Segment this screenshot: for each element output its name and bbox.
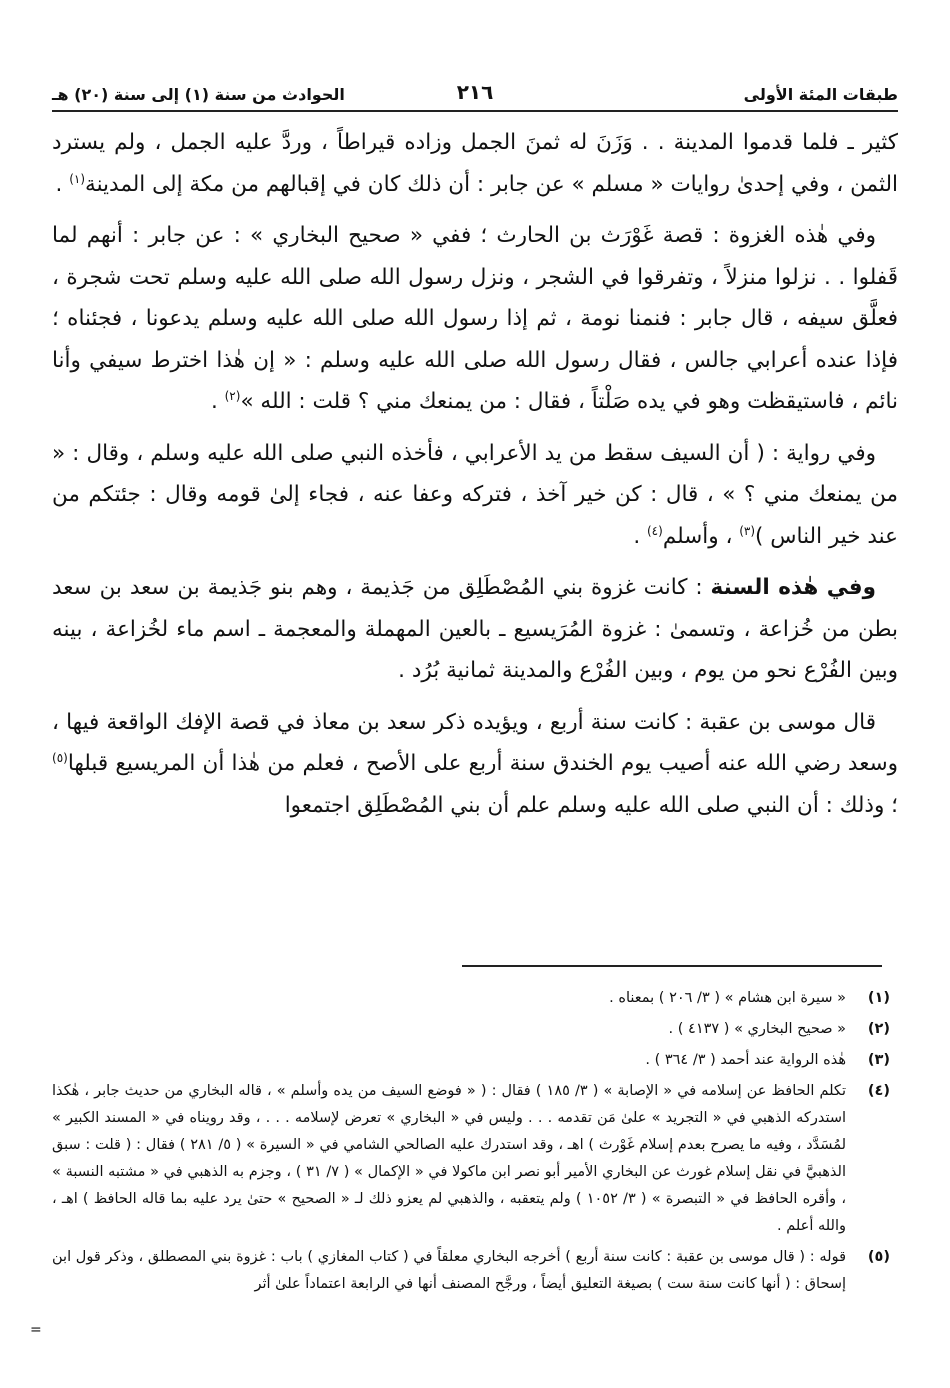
paragraph [52,122,898,205]
paragraph-text: وفي رواية : ( أن السيف سقط من يد الأعرابي ، فأخذه النبي صلى الله عليه وسلم ، وقال : « من يمنعك مني ؟ » ، قال : كن خير آخذ ، فتركه وعفا عنه ، فجاء إلىٰ قومه وقال : جئتكم من عند خير الناس ) [52,440,898,549]
footnote-text: تكلم الحافظ عن إسلامه في « الإصابة » ( ٣/ ١٨٥ ) فقال : ( « فوضع السيف من يده وأسلم » ، قاله البخاري من حديث جابر ، هٰكذا استدركه الذهبي في « التجريد » علىٰ مَن تقدمه . . . وليس في « البخاري » تعرض لإسلامه . . . ، وقد رويناه في « المسند الكبير » لمُسَدَّد ، وفيه ما يصرح بعدم إسلام غَوْرث ) اهـ ، وقد استدرك عليه الصالحي الشامي في « السيرة » ( ٥/ ٢٨١ ) فقال : ( قلت : سبق الذهبيَّ في نقل إسلام غورث عن البخاري الأمير أبو نصر ابن ماكولا في « الإكمال » ( ٧/ ٣١ ) ، وجزم به الذهبي في « مشتبه النسبة » ، وأقره الحافظ في « التبصرة » ( ٣/ ١٠٥٢ ) ولم يتعقبه ، والذهبي لم يعزو ذلك لـ « الصحيح » حتىٰ يرد عليه بما قاله الحافظ ) اهـ ، والله أعلم . [52,1083,847,1234]
footnote [52,1047,898,1074]
footnote-number: (٥) [867,1249,890,1265]
footnote-number: (٢) [867,1021,890,1037]
paragraph-text: ، وأسلم [662,523,740,549]
footnote-number: (٣) [867,1052,890,1068]
footnote-text: « صحيح البخاري » ( ٤١٣٧ ) . [668,1021,846,1037]
paragraph-text: . [633,523,647,549]
paragraph [52,433,898,558]
page-number: ٢١٦ [456,80,494,104]
margin-mark: = [30,1322,42,1338]
running-header [52,76,898,112]
paragraph-text: وفي هٰذه الغزوة : قصة غَوْرَث بن الحارث ؛ ففي « صحيح البخاري » : عن جابر : أنهم لما قَفلوا . . نزلوا منزلاً ، وتفرقوا في الشجر ، ونزل رسول الله صلى الله عليه وسلم تحت شجرة ، فعلَّق سيفه ، قال جابر : فنمنا نومة ، ثم إذا رسول الله صلى الله عليه وسلم يدعونا ، فجئناه ؛ فإذا عنده أعرابي جالس ، فقال رسول الله صلى الله عليه وسلم : « إن هٰذا اخترط سيفي وأنا نائم ، فاستيقظت وهو في يده صَلْتاً ، فقال : من يمنعك مني ؟ قلت : الله » [52,223,898,414]
book-title: طبقات المئة الأولى [743,85,898,104]
footnote-ref[interactable]: (٥) [52,750,68,765]
paragraph-text: . [55,171,70,197]
footnote-ref[interactable]: (٣) [739,523,756,538]
footnote [52,1016,898,1043]
footnote-ref[interactable]: (٤) [646,523,663,538]
footnote [52,1244,898,1298]
paragraph [52,215,898,423]
footnote-number: (١) [867,990,890,1006]
footnotes [52,985,898,1302]
footnote-ref[interactable]: (٢) [224,388,241,403]
footnote-ref[interactable]: (١) [69,171,86,186]
paragraph-text: قال موسى بن عقبة : كانت سنة أربع ، ويؤيده ذكر سعد بن معاذ في قصة الإفك الواقعة فيها ، وسعد رضي الله عنه أصيب يوم الخندق سنة أربع على الأصح ، فعلم من هٰذا أن المريسيع قبلها [52,709,898,776]
paragraph-text: : كانت غزوة بني المُصْطَلِق من جَذيمة ، وهم بنو جَذيمة بن سعد بن سعد بطن من خُزاعة ، وتسمىٰ : غزوة المُرَيسيع ـ بالعين المهملة والمعجمة ـ اسم ماء لخُزاعة ، بينه وبين الفُرْع نحو من يوم ، وبين الفُرْع والمدينة ثمانية بُرُد . [52,575,898,683]
section-title: الحوادث من سنة (١) إلى سنة (٢٠) هـ [52,85,345,104]
paragraph [52,567,898,692]
footnote-number: (٤) [867,1083,890,1099]
footnote-separator [462,965,882,967]
section-lead: وفي هٰذه السنة [710,575,876,600]
paragraph [52,702,898,827]
paragraph-text: . [210,389,225,414]
footnote-text: قوله : ( قال موسى بن عقبة : كانت سنة أربع ) أخرجه البخاري معلقاً في ( كتاب المغازي ) باب : غزوة بني المصطلق ، وذكر قول ابن إسحاق : ( أنها كانت سنة ست ) بصيغة التعليق أيضاً ، ورجَّح المصنف أنها في الرابعة اعتماداً علىٰ أثر [52,1249,846,1292]
footnote-text: « سيرة ابن هشام » ( ٣/ ٢٠٦ ) بمعناه . [609,990,846,1006]
paragraph-text: ؛ وذلك : أن النبي صلى الله عليه وسلم علم أن بني المُصْطَلِق اجتمعوا [284,792,898,818]
footnote [52,985,898,1012]
footnote [52,1078,898,1240]
paragraph-text: كثير ـ فلما قدموا المدينة . . وَزَنَ له ثمنَ الجمل وزاده قيراطاً ، وردَّ عليه الجمل ، ولم يسترد الثمن ، وفي إحدىٰ روايات « مسلم » عن جابر : أن ذلك كان في إقبالهم من مكة إلى المدينة [52,130,898,197]
main-text [52,122,898,836]
footnote-text: هٰذه الرواية عند أحمد ( ٣/ ٣٦٤ ) . [645,1052,846,1068]
